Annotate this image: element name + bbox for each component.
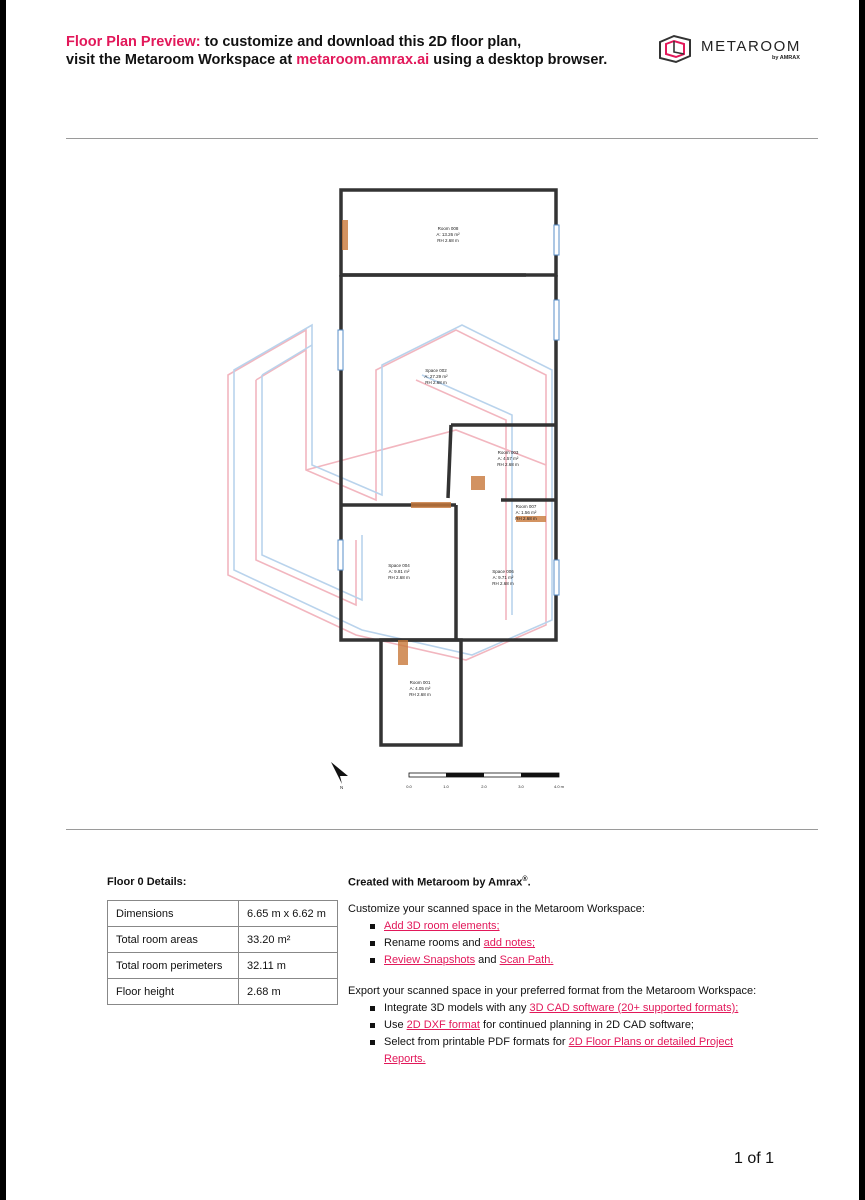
room-area: A: 9.71 m² <box>492 575 514 580</box>
scale-tick: 2.0 <box>481 784 487 789</box>
item-text: Integrate 3D models with any <box>384 1002 530 1014</box>
room-label: Space 004 <box>388 563 410 568</box>
room-label: Room 008 <box>437 226 459 231</box>
table-row <box>108 927 338 953</box>
preview-label: Floor Plan Preview: <box>66 34 201 50</box>
customize-list <box>368 918 553 969</box>
export-list <box>368 1000 768 1068</box>
add-notes-link[interactable]: add notes; <box>483 937 536 949</box>
room-area: A: 9.81 m² <box>388 569 410 574</box>
doors <box>342 220 546 665</box>
bottom-divider <box>66 829 818 830</box>
item-text: for continued planning in 2D CAD software; <box>479 1019 694 1031</box>
detail-key: Total room perimeters <box>108 953 239 979</box>
review-snapshots-link[interactable]: Review Snapshots <box>384 954 476 966</box>
visit-suffix: using a desktop browser. <box>433 52 608 68</box>
metaroom-logo <box>656 32 821 68</box>
walls <box>341 190 556 745</box>
room-height: RH 2.68 m <box>497 462 519 467</box>
room-area: A: 27.29 m² <box>424 374 448 379</box>
room-height: RH 2.68 m <box>437 238 459 243</box>
registered-mark: ® <box>522 876 528 883</box>
item-text: Rename rooms and <box>384 937 484 949</box>
details-title: Floor 0 Details: <box>107 876 187 888</box>
room-height: RH 2.68 m <box>425 380 447 385</box>
detail-value: 2.68 m <box>239 979 338 1005</box>
reports-link[interactable]: Reports. <box>384 1053 426 1065</box>
room-height: RH 2.68 m <box>409 692 431 697</box>
detail-value: 33.20 m² <box>239 927 338 953</box>
details-table <box>107 900 338 1005</box>
room-height: RH 2.68 m <box>515 516 537 521</box>
scale-tick: 3.0 <box>518 784 524 789</box>
detail-key: Total room areas <box>108 927 239 953</box>
scan-path-link[interactable]: Scan Path. <box>499 954 554 966</box>
item-text: and <box>475 954 500 966</box>
scale-tick: 0.0 <box>406 784 412 789</box>
detail-value: 32.11 m <box>239 953 338 979</box>
item-text: Select from printable PDF formats for <box>384 1036 569 1048</box>
scale-tick: 4.0 m <box>553 784 565 789</box>
room-label: Room 001 <box>409 680 431 685</box>
room-label: Room 003 <box>497 450 519 455</box>
detail-value: 6.65 m x 6.62 m <box>239 901 338 927</box>
scale-bar <box>406 773 564 789</box>
room-area: A: 4.05 m² <box>409 686 431 691</box>
list-item <box>368 935 553 952</box>
room-height: RH 2.68 m <box>388 575 410 580</box>
room-height: RH 2.68 m <box>492 581 514 586</box>
scale-tick: 1.0 <box>443 784 449 789</box>
list-item <box>368 1034 768 1068</box>
north-arrow-icon <box>331 762 348 790</box>
watermark-logo <box>228 325 552 660</box>
workspace-link[interactable]: metaroom.amrax.ai <box>296 52 430 68</box>
room-label: Space 002 <box>425 368 447 373</box>
list-item <box>368 1000 768 1017</box>
top-divider <box>66 138 818 139</box>
list-item <box>368 1017 768 1034</box>
header-notice <box>66 33 607 69</box>
logo-wordmark: METAROOM <box>701 38 802 55</box>
list-item <box>368 918 553 935</box>
detail-key: Dimensions <box>108 901 239 927</box>
add-3d-elements-link[interactable]: Add 3D room elements; <box>384 920 500 932</box>
cad-software-link[interactable]: 3D CAD software (20+ supported formats); <box>529 1002 739 1014</box>
room-labels <box>388 226 537 697</box>
logo-byline: by AMRAX <box>772 55 800 61</box>
created-heading <box>348 876 531 889</box>
item-text: Use <box>384 1019 407 1031</box>
metaroom-logo-icon <box>656 32 696 66</box>
floor-plan <box>216 180 596 800</box>
dxf-format-link[interactable]: 2D DXF format <box>406 1019 480 1031</box>
preview-text: to customize and download this 2D floor plan, <box>204 34 522 50</box>
detail-key: Floor height <box>108 979 239 1005</box>
page-number: 1 of 1 <box>734 1150 775 1167</box>
customize-intro: Customize your scanned space in the Metaroom Workspace: <box>348 903 645 915</box>
table-row <box>108 953 338 979</box>
windows <box>338 225 559 595</box>
table-row <box>108 979 338 1005</box>
floor-plans-reports-link[interactable]: 2D Floor Plans or detailed Project <box>568 1036 734 1048</box>
export-intro: Export your scanned space in your preferred format from the Metaroom Workspace: <box>348 985 757 997</box>
document-page <box>6 0 859 1200</box>
created-text: Created with Metaroom by Amrax <box>348 876 523 889</box>
room-label: Space 006 <box>492 569 514 574</box>
list-item <box>368 952 553 969</box>
room-area: A: 1.56 m² <box>515 510 537 515</box>
room-area: A: 13.26 m² <box>436 232 460 237</box>
room-label: Room 007 <box>515 504 537 509</box>
north-label: N <box>340 785 344 790</box>
created-end: . <box>527 876 531 889</box>
room-area: A: 4.57 m² <box>497 456 519 461</box>
table-row <box>108 901 338 927</box>
visit-text: visit the Metaroom Workspace at <box>66 52 293 68</box>
